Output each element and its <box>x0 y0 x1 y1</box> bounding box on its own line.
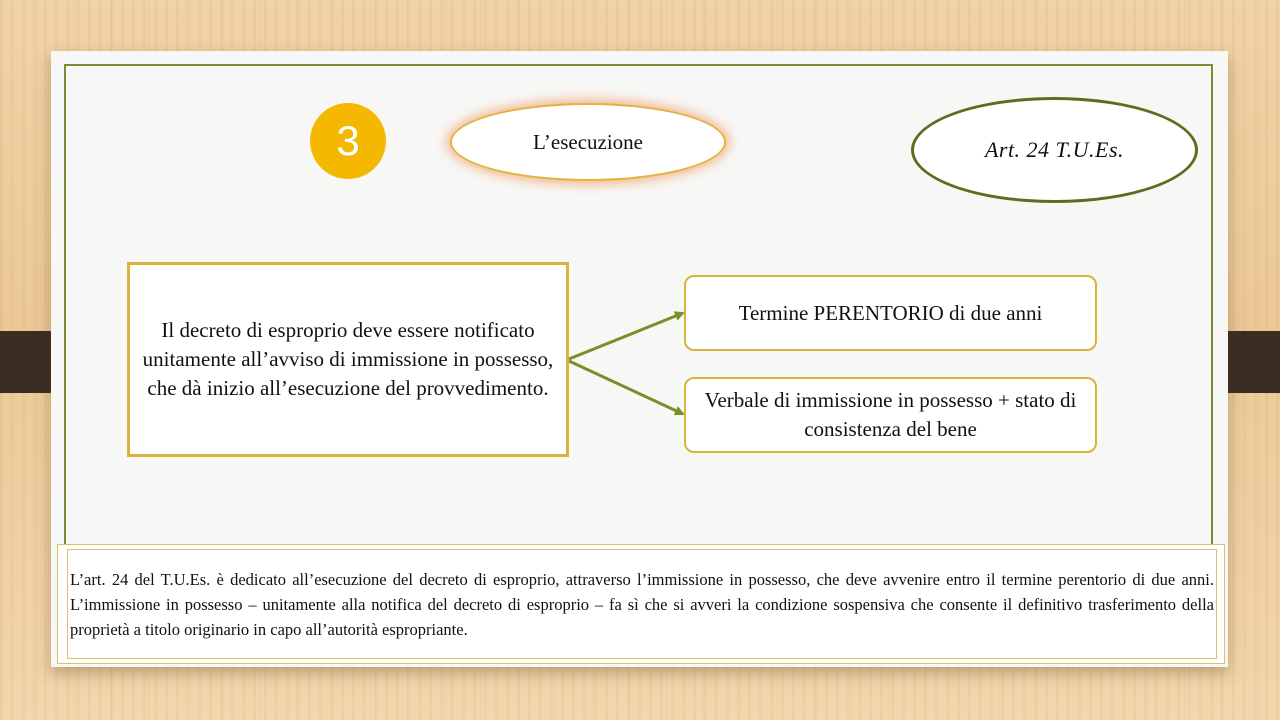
branch-term-text: Termine PERENTORIO di due anni <box>738 300 1043 325</box>
explanation-note-inner <box>67 549 1217 659</box>
arrow-to-term <box>569 313 683 359</box>
article-reference: Art. 24 T.U.Es. <box>984 137 1125 162</box>
branch-box-report <box>684 377 1097 453</box>
main-statement-box <box>127 262 569 457</box>
slide-title: L’esecuzione <box>532 129 643 154</box>
arrow-to-report <box>569 361 683 414</box>
main-statement-text: Il decreto di esproprio deve essere notificato unitamente all’avviso di immissione in possesso, che dà inizio all’esecuzione del provvedimento. <box>142 318 554 400</box>
branch-report-text: Verbale di immissione in possesso + stato di consistenza del bene <box>704 388 1077 441</box>
explanation-note-box <box>57 544 1225 664</box>
step-number-badge: 3 <box>310 103 386 179</box>
explanation-note-text: L’art. 24 del T.U.Es. è dedicato all’esecuzione del decreto di esproprio, attraverso l’immissione in possesso, che deve avvenire entro il termine perentorio di due anni. L’immissione in possesso – unitamente alla notifica del decreto di esproprio – fa sì che si avveri la condizione sospensiva che consente il definitivo trasferimento della proprietà a titolo originario in capo all’autorità espropriante. <box>70 569 1214 639</box>
branch-box-term <box>684 275 1097 351</box>
